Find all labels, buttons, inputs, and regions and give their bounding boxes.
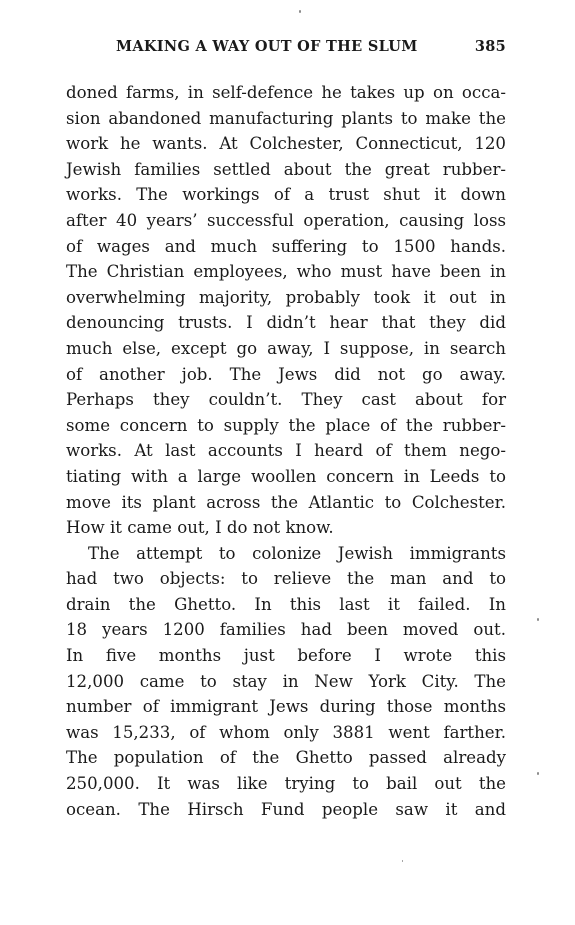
text-line: had two objects: to relieve the man and to <box>66 569 506 589</box>
text-line: 250,000. It was like trying to bail out the <box>66 774 506 794</box>
page-number: 385 <box>474 38 506 55</box>
text-line: The population of the Ghetto passed already <box>66 748 506 768</box>
scan-speck <box>299 10 301 13</box>
scan-speck <box>537 618 539 621</box>
text-line: denouncing trusts. I didn’t hear that they did <box>66 313 506 333</box>
text-line: was 15,233, of whom only 3881 went farther. <box>66 722 506 742</box>
text-line: sion abandoned manufacturing plants to make the <box>66 108 506 128</box>
text-line: The Christian employees, who must have been in <box>66 262 506 282</box>
running-head <box>66 38 506 58</box>
text-line: ocean. The Hirsch Fund people saw it and <box>66 799 506 819</box>
text-line: drain the Ghetto. In this last it failed. In <box>66 594 506 614</box>
text-line: some concern to supply the place of the rubber- <box>66 415 506 435</box>
text-line: number of immigrant Jews during those months <box>66 697 506 717</box>
text-line: works. At last accounts I heard of them nego- <box>66 441 506 461</box>
scan-speck <box>537 772 539 775</box>
text-line: In five months just before I wrote this <box>66 646 506 666</box>
text-line: Perhaps they couldn’t. They cast about for <box>66 390 506 410</box>
text-line: much else, except go away, I suppose, in search <box>66 338 506 358</box>
text-line: Jewish families settled about the great rubber- <box>66 159 506 179</box>
scan-speck <box>402 860 403 862</box>
running-title: MAKING A WAY OUT OF THE SLUM <box>116 38 418 55</box>
text-line: How it came out, I do not know. <box>66 518 334 538</box>
text-line: after 40 years’ successful operation, causing loss <box>66 210 506 230</box>
text-line: work he wants. At Colchester, Connecticut, 120 <box>66 134 506 154</box>
text-line: doned farms, in self-defence he takes up on occa- <box>66 83 506 102</box>
text-line: 18 years 1200 families had been moved out. <box>66 620 506 640</box>
text-line: overwhelming majority, probably took it out in <box>66 287 506 307</box>
text-line: move its plant across the Atlantic to Colchester. <box>66 492 506 512</box>
body-text <box>66 80 506 822</box>
text-line: of another job. The Jews did not go away. <box>66 364 506 384</box>
text-line: 12,000 came to stay in New York City. The <box>66 671 506 691</box>
text-line: works. The workings of a trust shut it down <box>66 185 506 205</box>
text-line: of wages and much suffering to 1500 hands. <box>66 236 506 256</box>
text-line: tiating with a large woollen concern in Leeds to <box>66 466 506 486</box>
paragraph-first-line: The attempt to colonize Jewish immigrants <box>88 543 506 563</box>
